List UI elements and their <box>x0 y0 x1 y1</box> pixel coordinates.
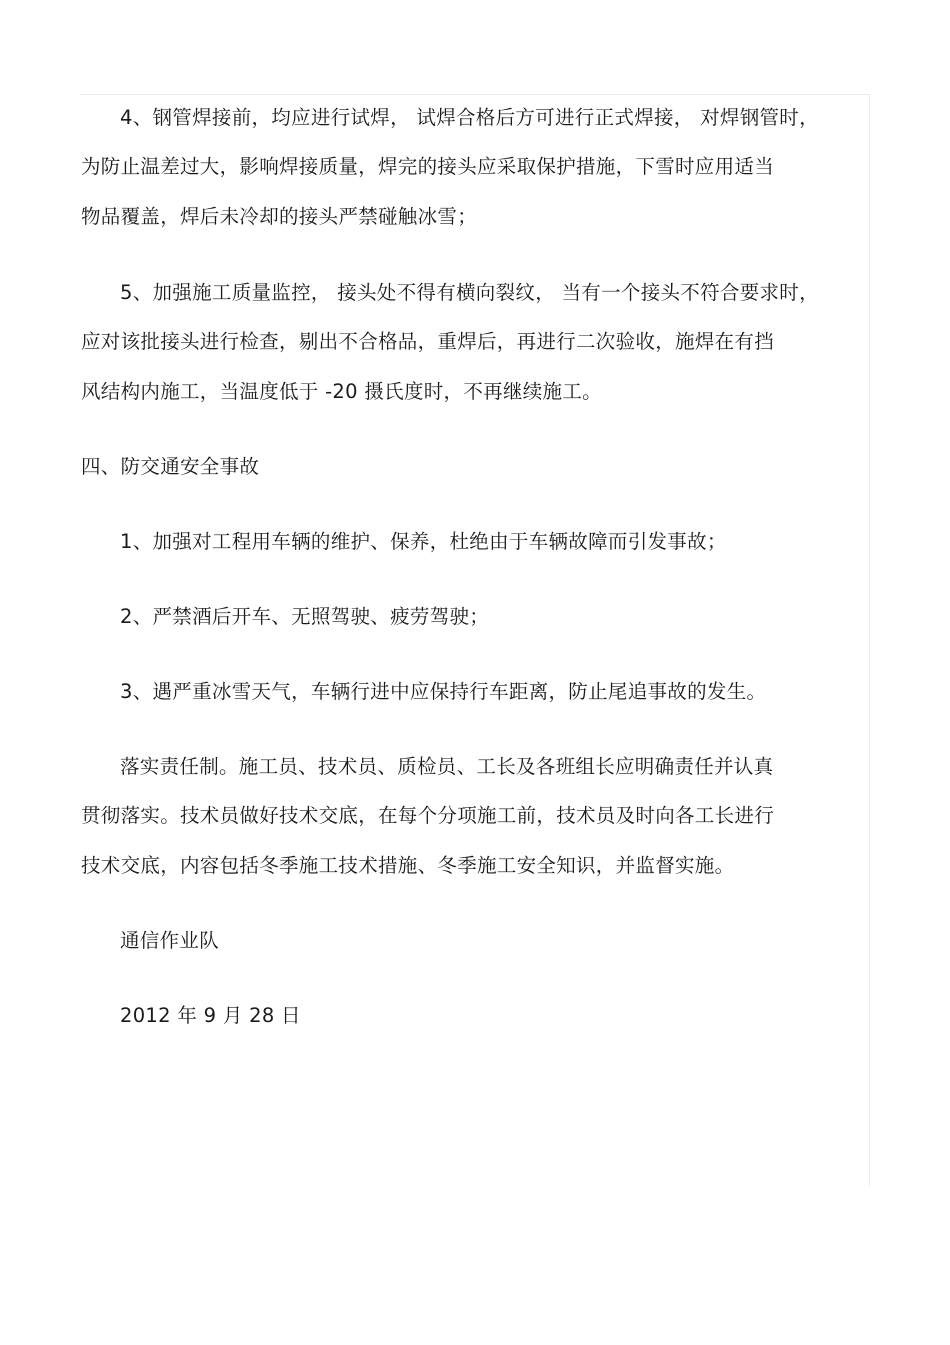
paragraph-4-line-3: 物品覆盖，焊后未冷却的接头严禁碰触冰雪； <box>81 205 478 228</box>
signature-team: 通信作业队 <box>120 929 220 952</box>
responsibility-line-2: 贯彻落实。技术员做好技术交底，在每个分项施工前，技术员及时向各工长进行 <box>81 804 775 827</box>
paragraph-5-line-2: 应对该批接头进行检查，剔出不合格品，重焊后，再进行二次验收，施焊在有挡 <box>81 330 775 353</box>
paragraph-4-line-1: 4、钢管焊接前，均应进行试焊， 试焊合格后方可进行正式焊接， 对焊钢管时， <box>120 106 819 129</box>
paragraph-5-line-1: 5、加强施工质量监控， 接头处不得有横向裂纹， 当有一个接头不符合要求时， <box>120 281 819 304</box>
responsibility-line-1: 落实责任制。施工员、技术员、质检员、工长及各班组长应明确责任并认真 <box>120 755 774 778</box>
traffic-item-1: 1、加强对工程用车辆的维护、保养，杜绝由于车辆故障而引发事故； <box>120 530 727 553</box>
signature-date: 2012 年 9 月 28 日 <box>120 1004 301 1027</box>
section-heading-traffic-safety: 四、防交通安全事故 <box>81 455 260 478</box>
page-border-right <box>869 94 870 1186</box>
paragraph-4-line-2: 为防止温差过大，影响焊接质量，焊完的接头应采取保护措施，下雪时应用适当 <box>81 155 775 178</box>
traffic-item-2: 2、严禁酒后开车、无照驾驶、疲劳驾驶； <box>120 605 490 628</box>
paragraph-5-line-3: 风结构内施工，当温度低于 -20 摄氏度时，不再继续施工。 <box>81 380 602 403</box>
traffic-item-3: 3、遇严重冰雪天气，车辆行进中应保持行车距离，防止尾追事故的发生。 <box>120 680 767 703</box>
responsibility-line-3: 技术交底，内容包括冬季施工技术措施、冬季施工安全知识，并监督实施。 <box>81 854 735 877</box>
page-border-top <box>80 94 870 95</box>
